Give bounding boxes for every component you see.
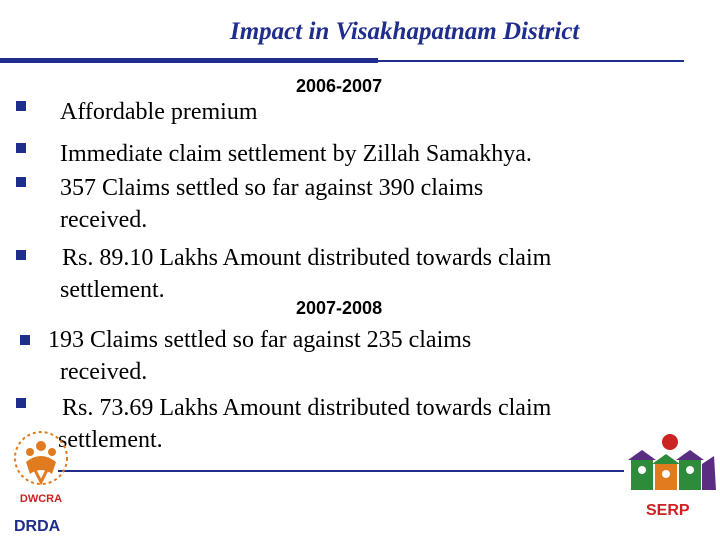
bullet-claims-2007-line2: received. [60, 359, 148, 385]
bullet-immediate-settlement: Immediate claim settlement by Zillah Samakhya. [60, 141, 532, 167]
bullet-square-icon [16, 101, 26, 111]
title-underline-thin [378, 60, 684, 62]
bullet-amount-2006-line2: settlement. [60, 277, 165, 303]
bullet-claims-2006-line1: 357 Claims settled so far against 390 claims [60, 175, 484, 201]
bullet-square-icon [20, 335, 30, 345]
bullet-square-icon [16, 177, 26, 187]
bullet-amount-2007-line2: settlement. [58, 427, 163, 453]
bullet-amount-2006-line1: Rs. 89.10 Lakhs Amount distributed towards claim [62, 245, 552, 271]
bullet-square-icon [16, 250, 26, 260]
year-heading-2006-2007: 2006-2007 [296, 76, 383, 96]
bottom-divider [58, 470, 624, 472]
bullet-claims-2007-line1: 193 Claims settled so far against 235 claims [48, 327, 472, 353]
serp-logo-icon [622, 430, 718, 496]
drda-label: DRDA [14, 518, 61, 535]
serp-label: SERP [646, 502, 690, 519]
dwcra-badge-text: DWCRA [19, 493, 63, 505]
year-heading-2007-2008: 2007-2008 [296, 298, 383, 318]
title-underline-thick [0, 58, 378, 63]
bullet-square-icon [16, 143, 26, 153]
slide-title: Impact in Visakhapatnam District [230, 18, 580, 45]
dwcra-logo-icon [6, 428, 76, 506]
bullet-affordable-premium: Affordable premium [60, 99, 258, 125]
bullet-claims-2006-line2: received. [60, 207, 148, 233]
bullet-amount-2007-line1: Rs. 73.69 Lakhs Amount distributed towards claim [62, 395, 552, 421]
bullet-square-icon [16, 398, 26, 408]
